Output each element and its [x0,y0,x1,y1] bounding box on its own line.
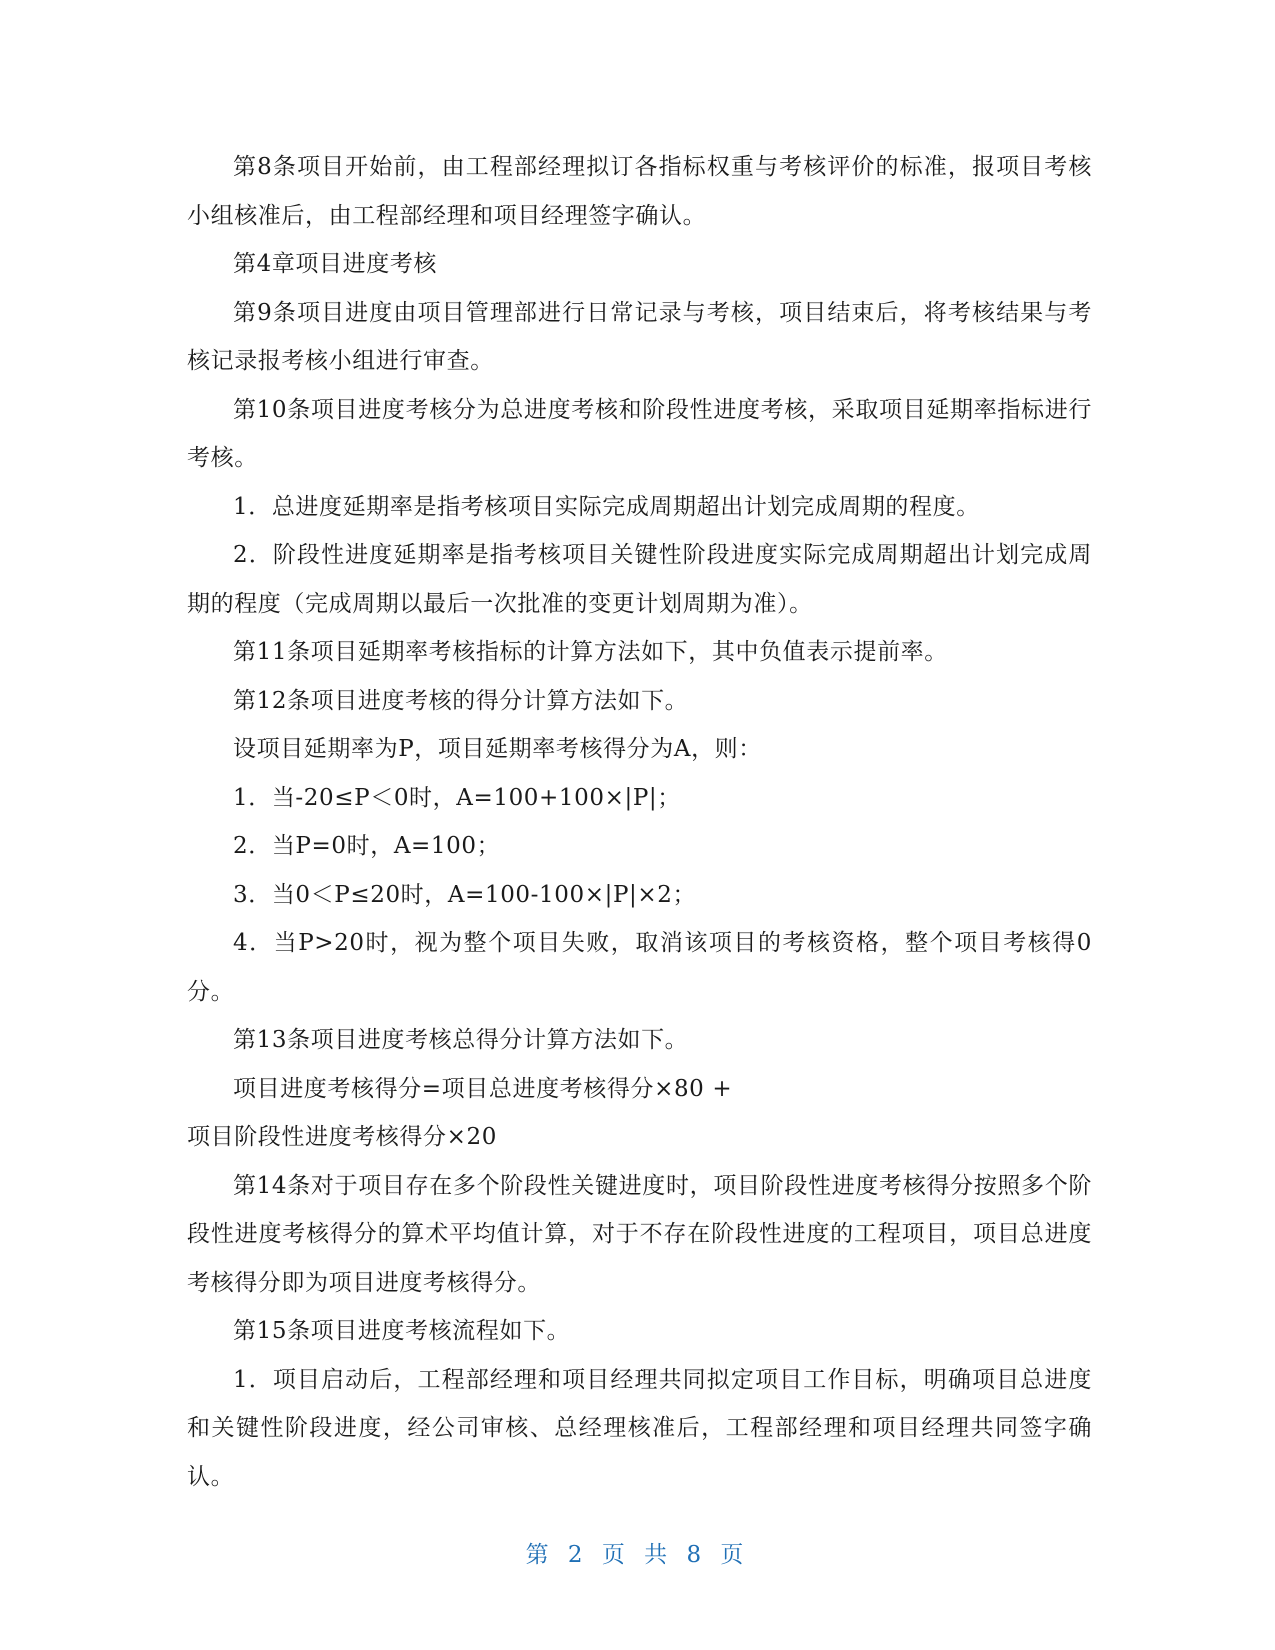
score-formula-line-2: 项目阶段性进度考核得分×20 [187,1124,497,1150]
paragraph-article-8: 第8条项目开始前，由工程部经理拟订各指标权重与考核评价的标准，报项目考核小组核准后，由工程部经理和项目经理签字确认。 [187,154,1092,229]
paragraph-article-15: 第15条项目进度考核流程如下。 [233,1318,571,1344]
paragraph-article-10: 第10条项目进度考核分为总进度考核和阶段性进度考核，采取项目延期率指标进行考核。 [187,396,1092,471]
formula-case-2: 2．当P=0时，A=100； [233,833,501,859]
list-item-total-delay-rate: 1．总进度延期率是指考核项目实际完成周期超出计划完成周期的程度。 [233,493,980,520]
document-body [187,143,1092,1501]
formula-case-3: 3．当0＜P≤20时，A=100-100×|P|×2； [233,881,697,908]
formula-case-1: 1．当-20≤P＜0时，A=100+100×|P|； [233,784,681,811]
paragraph-article-14: 第14条对于项目存在多个阶段性关键进度时，项目阶段性进度考核得分按照多个阶段性进度考核得分的算术平均值计算，对于不存在阶段性进度的工程项目，项目总进度考核得分即为项目进度考核得分。 [187,1172,1092,1296]
paragraph-article-11: 第11条项目延期率考核指标的计算方法如下，其中负值表示提前率。 [233,639,948,665]
paragraph-article-9: 第9条项目进度由项目管理部进行日常记录与考核，项目结束后，将考核结果与考核记录报考核小组进行审查。 [187,299,1092,374]
paragraph-article-13: 第13条项目进度考核总得分计算方法如下。 [233,1027,689,1053]
page-number-footer: 第 2 页 共 8 页 [525,1542,750,1568]
list-item-stage-delay-rate: 2．阶段性进度延期率是指考核项目关键性阶段进度实际完成周期超出计划完成周期的程度（完成周期以最后一次批准的变更计划周期为准）。 [187,542,1092,617]
process-step-1: 1．项目启动后，工程部经理和项目经理共同拟定项目工作目标，明确项目总进度和关键性阶段进度，经公司审核、总经理核准后，工程部经理和项目经理共同签字确认。 [187,1366,1092,1490]
paragraph-article-12: 第12条项目进度考核的得分计算方法如下。 [233,687,689,714]
score-formula-line-1: 项目进度考核得分=项目总进度考核得分×80 + [233,1075,733,1102]
formula-definition: 设项目延期率为P，项目延期率考核得分为A，则： [233,736,762,762]
chapter-heading-4: 第4章项目进度考核 [233,251,438,277]
formula-case-4: 4．当P>20时，视为整个项目失败，取消该项目的考核资格，整个项目考核得0分。 [187,930,1092,1005]
